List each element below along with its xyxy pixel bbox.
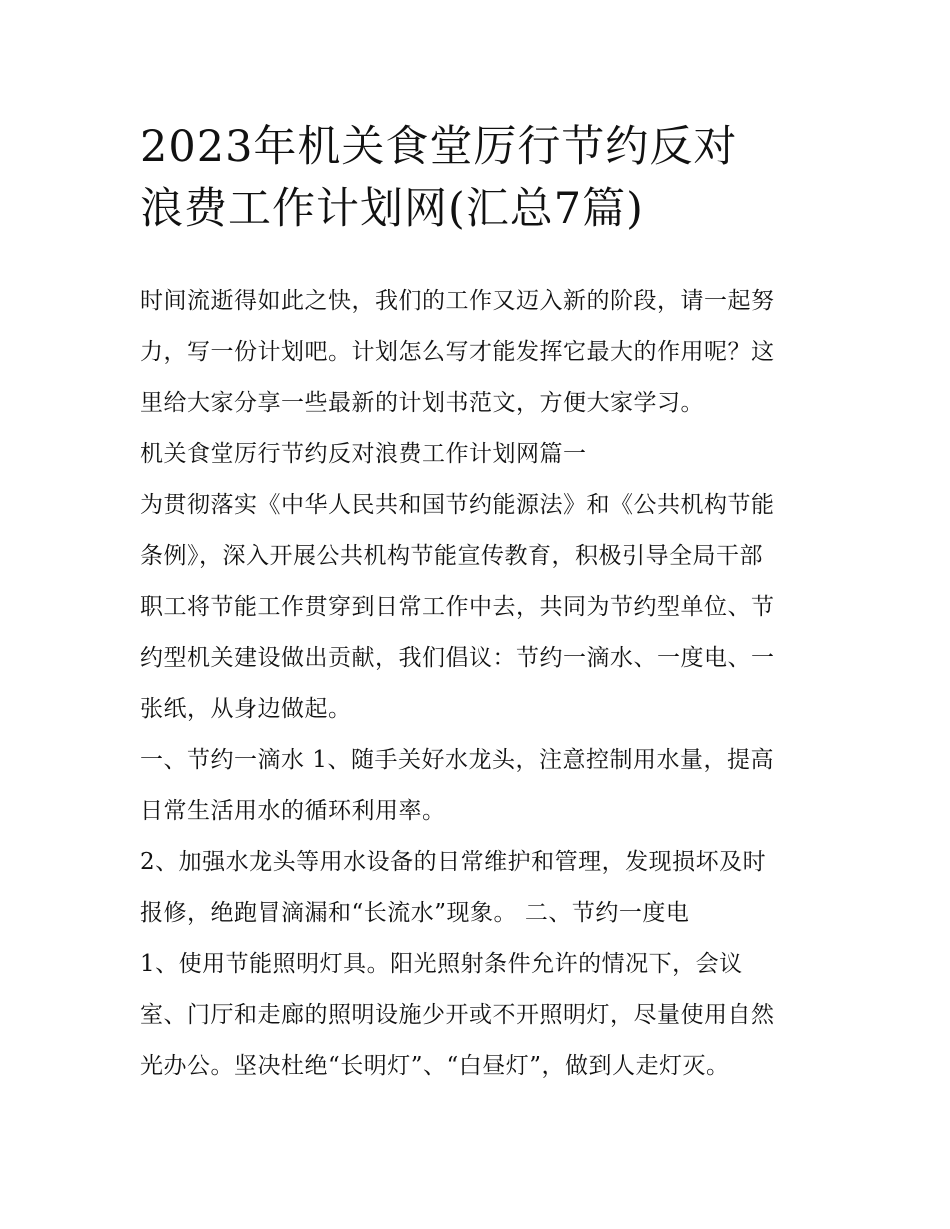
body-line-12: 2、加强水龙头等用水设备的日常维护和管理，发现损坏及时 (140, 849, 767, 875)
body-line-15: 室、门厅和走廊的照明设施少开或不开照明灯，尽量使用自然 (140, 1002, 775, 1028)
body-line-8: 约型机关建设做出贡献，我们倡议：节约一滴水、一度电、一 (140, 645, 775, 671)
section-heading: 机关食堂厉行节约反对浪费工作计划网篇一 (140, 441, 587, 467)
body-line-14: 1、使用节能照明灯具。阳光照射条件允许的情况下，会议 (140, 951, 743, 977)
body-line-6: 条例》，深入开展公共机构节能宣传教育，积极引导全局干部 (140, 543, 763, 569)
body-line-16: 光办公。坚决杜绝“长明灯”、“白昼灯”，做到人走灯灭。 (140, 1053, 730, 1079)
body-line-13: 报修，绝跑冒滴漏和“长流水”现象。 二、节约一度电 (140, 900, 690, 926)
body-line-11: 日常生活用水的循环利用率。 (140, 798, 446, 824)
body-line-7: 职工将节能工作贯穿到日常工作中去，共同为节约型单位、节 (140, 594, 775, 620)
body-line-1: 时间流逝得如此之快，我们的工作又迈入新的阶段，请一起努 (140, 288, 775, 314)
body-line-2: 力，写一份计划吧。计划怎么写才能发挥它最大的作用呢？这 (140, 339, 775, 365)
body-line-3: 里给大家分享一些最新的计划书范文，方便大家学习。 (140, 390, 704, 416)
body-line-10: 一、节约一滴水 1、随手关好水龙头，注意控制用水量，提高 (140, 747, 774, 773)
title-line-2: 浪费工作计划网(汇总7篇) (140, 184, 644, 234)
title-line-1: 2023年机关食堂厉行节约反对 (140, 122, 738, 172)
document-title (140, 116, 830, 240)
body-line-5: 为贯彻落实《中华人民共和国节约能源法》和《公共机构节能 (140, 492, 775, 518)
document-body (140, 276, 830, 1092)
body-line-9: 张纸，从身边做起。 (140, 696, 352, 722)
